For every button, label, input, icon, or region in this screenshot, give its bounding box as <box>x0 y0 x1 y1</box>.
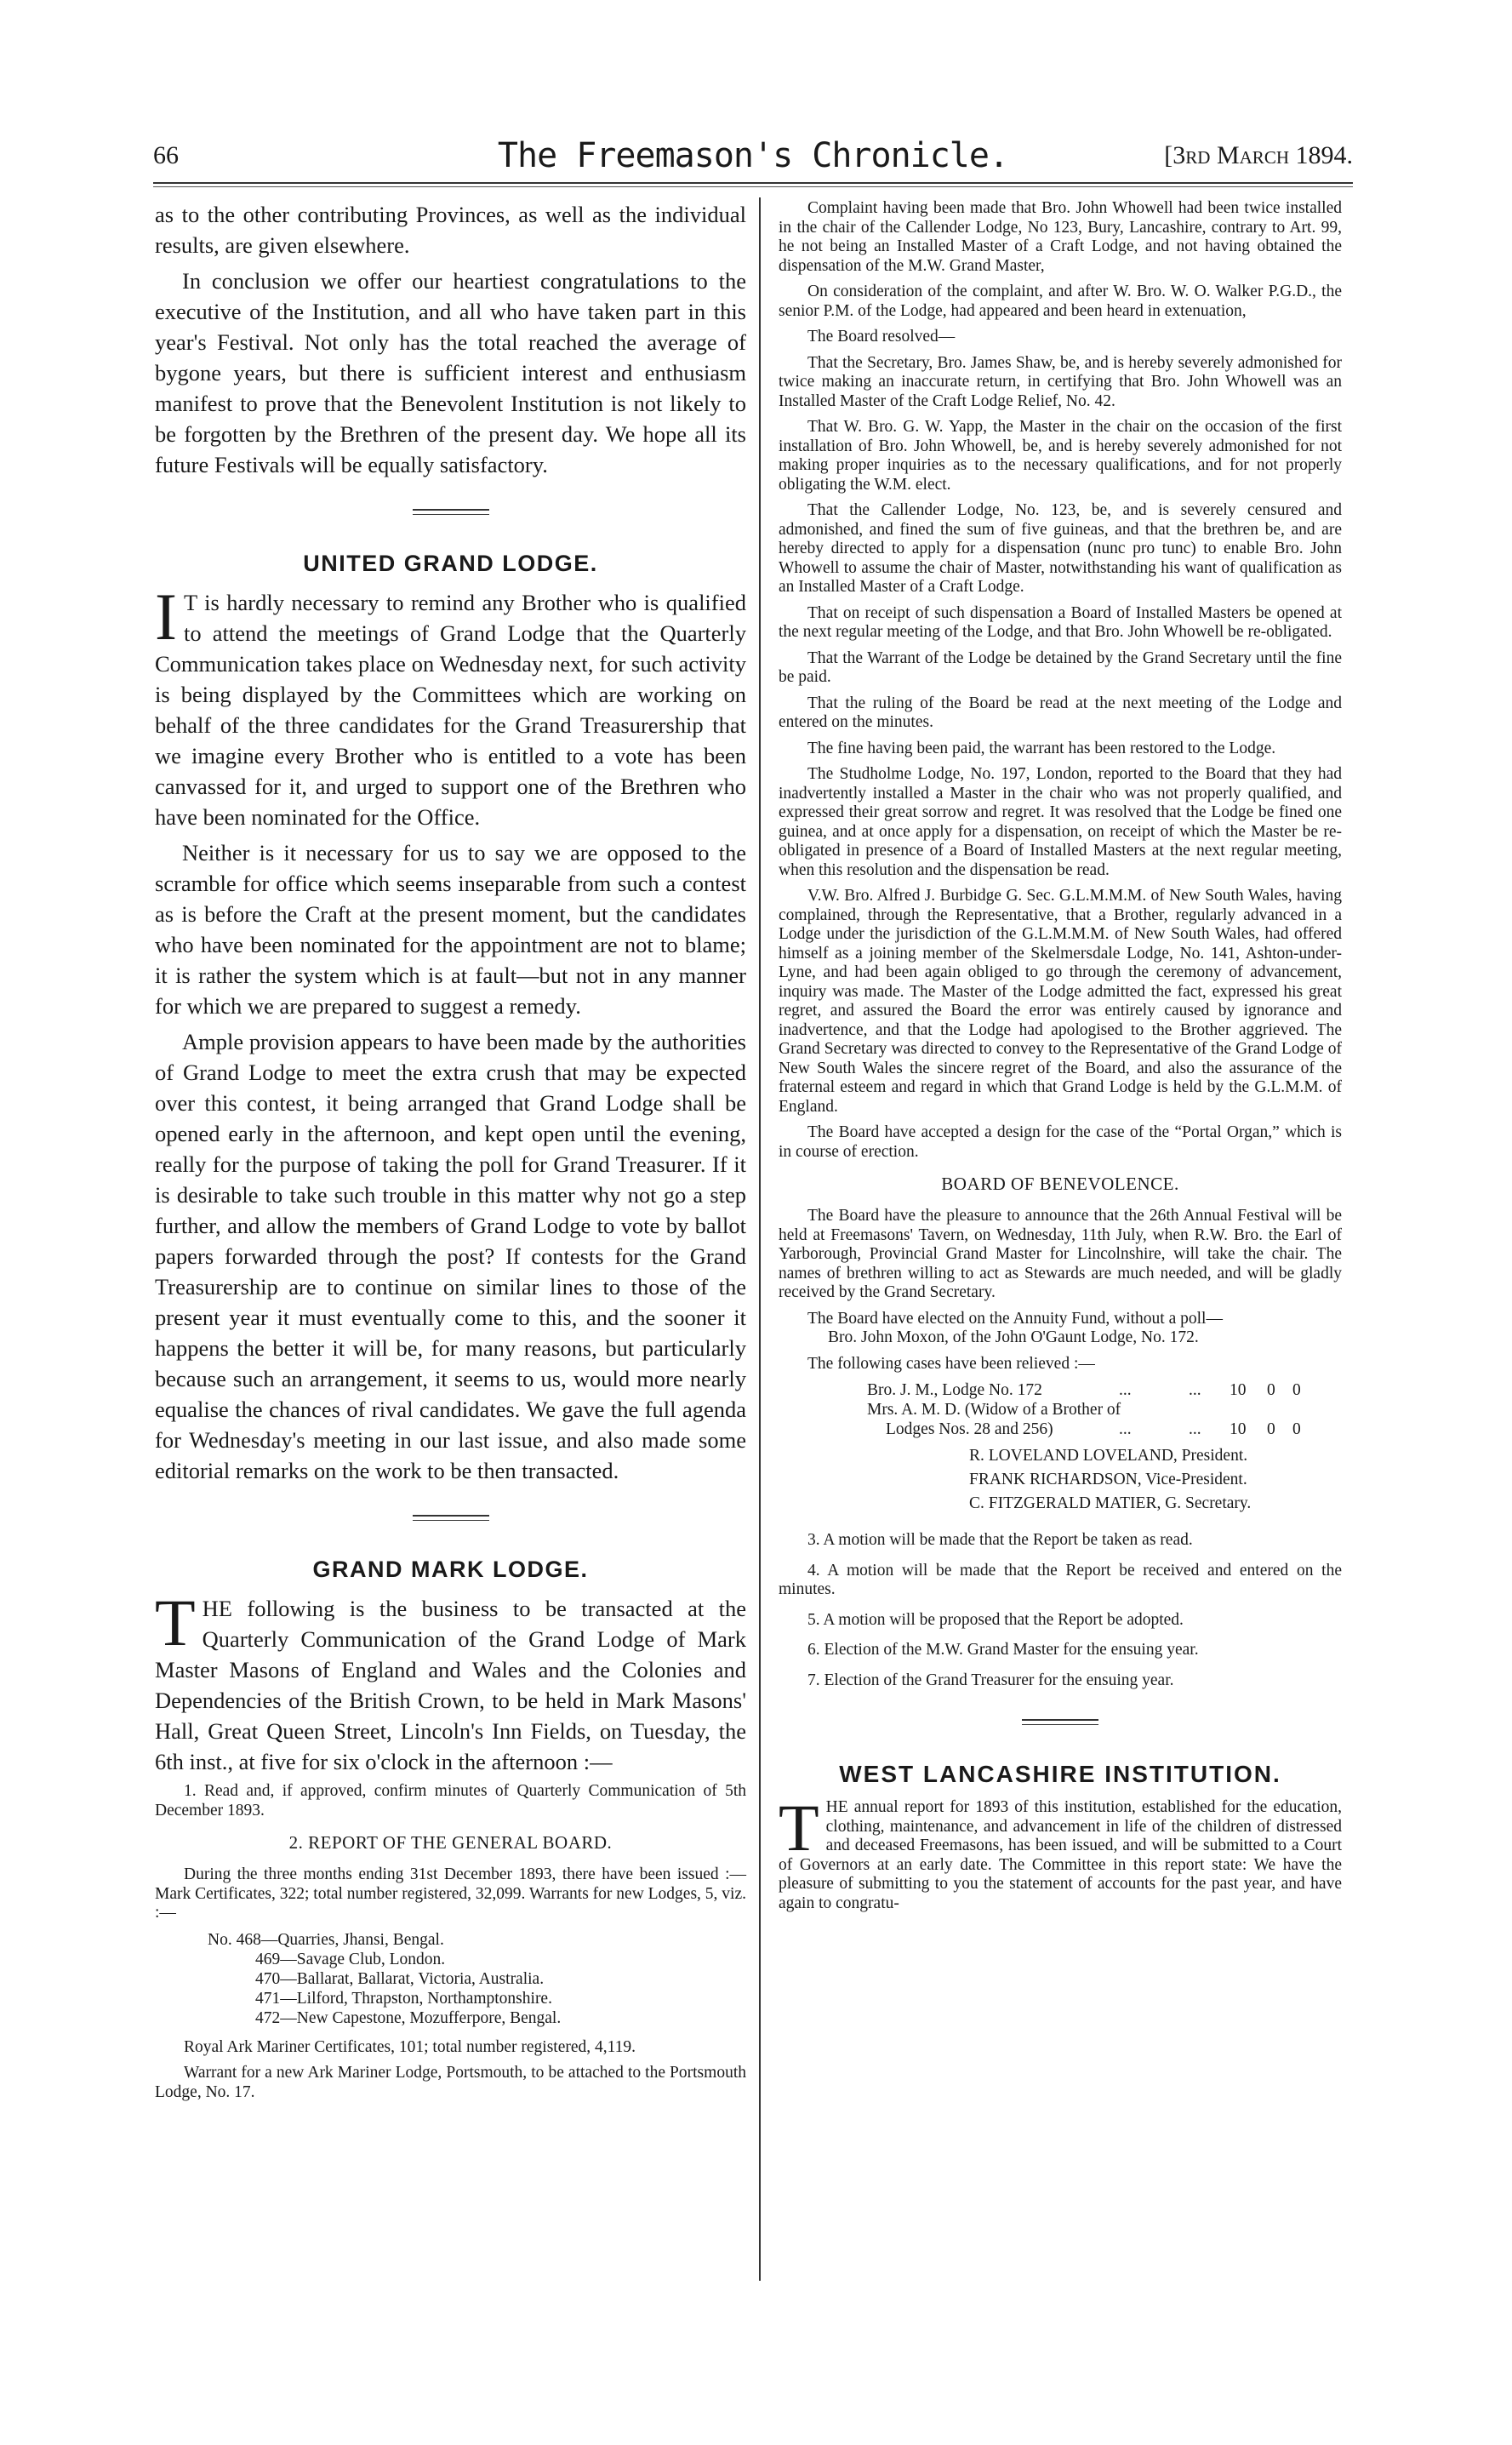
section-heading-west-lancashire: WEST LANCASHIRE INSTITUTION. <box>839 1761 1281 1787</box>
warrant-item: 471—Lilford, Thrapston, Northamptonshire. <box>255 1989 552 2008</box>
annuity-paragraph: The Board have elected on the Annuity Fund, without a poll— <box>807 1309 1223 1328</box>
article-paragraph <box>155 1585 746 1777</box>
leader-dots: ... <box>1189 1420 1201 1438</box>
section-separator <box>413 509 489 515</box>
section-separator <box>413 1515 489 1521</box>
report-paragraph: That the Callender Lodge, No. 123, be, and is severely censured and admonished, and fined the sum of five guineas, and that the brethren be, and are hereby directed to apply for a dispensation (nunc pro tunc) to enable Bro. John Whowell to assume the chair of Master, notwithstanding his want of qualification as an Installed Master of a Craft Lodge. <box>779 501 1342 596</box>
column-divider <box>759 197 761 2281</box>
report-paragraph: That the ruling of the Board be read at the next meeting of the Lodge and entered on the minutes. <box>779 694 1342 731</box>
report-paragraph: Complaint having been made that Bro. John Whowell had been twice installed in the chair of the Callender Lodge, No 123, Bury, Lancashire, contrary to Art. 99, he not being an Installed Master of a Craft Lodge, and not having obtained the dispensation of the M.W. Grand Master, <box>779 199 1342 275</box>
signatory: R. LOVELAND LOVELAND, President. <box>969 1447 1248 1465</box>
amount-pence: 0 <box>1292 1420 1301 1438</box>
drop-cap: T <box>779 1791 819 1865</box>
warrant-item: 469—Savage Club, London. <box>255 1950 446 1968</box>
benevolence-paragraph: The Board have the pleasure to announce that the 26th Annual Festival will be held at Freemasons' Tavern, on Wednesday, 11th July, when R.W. Bro. the Earl of Yarborough, Provincial Grand Master for Lincolnshire, will take the chair. The names of brethren willing to act as Stewards are much needed, and will be gladly received by the Grand Secretary. <box>779 1207 1342 1301</box>
leader-dots: ... <box>1119 1420 1132 1438</box>
agenda-motion: 5. A motion will be proposed that the Report be adopted. <box>807 1610 1184 1629</box>
signatory: FRANK RICHARDSON, Vice-President. <box>969 1471 1247 1488</box>
section-heading-grand-mark-lodge: GRAND MARK LODGE. <box>312 1557 589 1582</box>
report-paragraph: That the Secretary, Bro. James Shaw, be, and is hereby severely admonished for twice making an inaccurate return, in certifying that Bro. John Whowell was an Installed Master of the Craft Lodge Relief, No. 42. <box>779 353 1342 410</box>
report-paragraph: That on receipt of such dispensation a Board of Installed Masters be opened at the next regular meeting of the Lodge, and that Bro. John Whowell be re-obligated. <box>779 603 1342 641</box>
report-paragraph: The Studholme Lodge, No. 197, London, reported to the Board that they had inadvertently installed a Master in the chair who was not properly qualified, and expressed their great sorrow and regret. It was resolved that the Lodge be fined one guinea, and at once apply for a dispensation, on receipt of which the Master be re-obligated in presence of a Board of Installed Masters at the next regular meeting, when this resolution and the dispensation be read. <box>779 765 1342 879</box>
royal-ark-paragraph: Royal Ark Mariner Certificates, 101; total number registered, 4,119. <box>184 2037 636 2056</box>
masthead <box>153 136 1353 179</box>
article-paragraph <box>155 580 746 832</box>
date-year: 1894. <box>1295 141 1353 169</box>
publication-title: The Freemason's Chronicle. <box>497 136 1009 175</box>
relief-case-cont <box>779 1420 1342 1439</box>
article-paragraph: Neither is it necessary for us to say we are opposed to the scramble for office which seems inseparable from such a contest as is before the Craft at the present moment, but the candidates who have been nominated for the appointment are not to blame; it is rather the system which is at fault—but not in any manner for which we are prepared to suggest a remedy. <box>155 840 746 1019</box>
agenda-motion: 7. Election of the Grand Treasurer for the ensuing year. <box>807 1671 1174 1689</box>
masthead-rule <box>153 182 1353 184</box>
report-paragraph: That W. Bro. G. W. Yapp, the Master in the chair on the occasion of the first installation of Bro. John Whowell, be, and is hereby severely admonished for not making proper inquiries as to the necessary qualifications, and for not properly obligating the W.M. elect. <box>779 418 1342 494</box>
amount-pounds: 10 <box>1230 1381 1247 1399</box>
agenda-item-1: 1. Read and, if approved, confirm minutes of Quarterly Communication of 5th December 1893. <box>155 1782 746 1819</box>
first-paragraph-text: HE following is the business to be transacted at the Quarterly Communication of the Grand Lodge of Mark Master Masons of England and Wales and the Colonies and Dependencies of the British Crown, to be held in Mark Masons' Hall, Great Queen Street, Lincoln's Inn Fields, on Tuesday, the 6th inst., at five for six o'clock in the afternoon :— <box>155 1596 746 1774</box>
warrant-item: 472—New Capestone, Mozufferpore, Bengal. <box>255 2008 562 2027</box>
drop-cap: I <box>155 580 177 654</box>
case-name: Bro. J. M., Lodge No. 172 <box>867 1381 1042 1399</box>
intro-paragraph: as to the other contributing Provinces, as well as the individual results, are given elsewhere. <box>155 202 746 258</box>
agenda-motion: 3. A motion will be made that the Report be taken as read. <box>807 1531 1193 1549</box>
amount-pence: 0 <box>1292 1381 1301 1399</box>
article-paragraph <box>779 1791 1342 1913</box>
report-paragraph: That the Warrant of the Lodge be detained by the Grand Secretary until the fine be paid. <box>779 648 1342 686</box>
left-column <box>155 199 746 2109</box>
leader-dots: ... <box>1119 1381 1132 1399</box>
report-paragraph: The Board have accepted a design for the case of the “Portal Organ,” which is in course of erection. <box>779 1123 1342 1161</box>
date-month: March <box>1216 141 1289 169</box>
warrant-list <box>155 1930 746 2028</box>
article-paragraph: Ample provision appears to have been made by the authorities of Grand Lodge to meet the extra crush that may be expected over this contest, it being arranged that Grand Lodge shall be opened early in the afternoon, and kept open until the evening, really for the purpose of taking the poll for Grand Treasurer. If it is desirable to take such trouble in this matter why not go a step further, and allow the members of Grand Lodge to vote by ballot papers forwarded through the post? If contests for the Grand Treasurership are to continue on similar lines to those of the present year it must eventually come to this, and the sooner it happens the better it will be, for many reasons, but particularly because such an arrangement, it seems to us, would more nearly equalise the chances of rival candidates. We gave the full agenda for Wednesday's meeting in our last issue, and also made some editorial remarks on the work to be then transacted. <box>155 1029 746 1483</box>
masthead-rule-thin <box>153 186 1353 187</box>
report-intro: During the three months ending 31st December 1893, there have been issued :—Mark Certificates, 322; total number registered, 32,099. Warrants for new Lodges, 5, viz. :— <box>155 1865 747 1922</box>
relief-case <box>779 1380 1342 1400</box>
report-paragraph: On consideration of the complaint, and after W. Bro. W. O. Walker P.G.D., the senior P.M. of the Lodge, had appeared and been heard in extenuation, <box>779 283 1342 320</box>
amount-shillings: 0 <box>1267 1381 1275 1399</box>
first-paragraph-text: HE annual report for 1893 of this institution, established for the education, clothing, maintenance, and advancement in life of the children of distressed and deceased Freemasons, has been issued, and will be submitted to a Court of Governors at an early date. The Committee in this report state: We have the pleasure of submitting to you the statement of accounts for the past year, and have again to congratu- <box>779 1798 1342 1912</box>
section-separator <box>1022 1719 1098 1725</box>
report-paragraph: V.W. Bro. Alfred J. Burbidge G. Sec. G.L.M.M.M. of New South Wales, having complained, through the Representative, that a Brother, regularly advanced in a Lodge under the jurisdiction of the G.L.M.M.M. of New South Wales, had offered himself as a joining member of the Skelmersdale Lodge, No. 141, Ashton-under-Lyne, and had been again obliged to go through the ceremony of advancement, inquiry was made. The Master of the Lodge admitted the fact, expressed his great regret, and assured the Board the error was entirely caused by ignorance and inadvertence, and that the Lodge had apologised to the Brother aggrieved. The Grand Secretary was directed to convey to the Representative of the Grand Lodge of New South Wales the sincere regret of the Board, and also the assurance of the fraternal esteem and regard in which that Grand Lodge is held by the G.L.M.M. of England. <box>779 887 1342 1116</box>
ark-warrant-paragraph: Warrant for a new Ark Mariner Lodge, Portsmouth, to be attached to the Portsmouth Lodge, No. 17. <box>155 2064 746 2101</box>
relief-case <box>779 1400 1342 1420</box>
date-bracket: [ <box>1164 141 1173 169</box>
page-number: 66 <box>153 141 179 169</box>
report-heading: 2. REPORT OF THE GENERAL BOARD. <box>288 1832 613 1853</box>
relieved-intro: The following cases have been relieved :— <box>807 1354 1095 1373</box>
agenda-motion: 6. Election of the M.W. Grand Master for the ensuing year. <box>807 1641 1199 1659</box>
drop-cap: T <box>155 1585 196 1660</box>
amount-shillings: 0 <box>1267 1420 1275 1438</box>
signatory: C. FITZGERALD MATIER, G. Secretary. <box>969 1494 1252 1512</box>
amount-pounds: 10 <box>1230 1420 1247 1438</box>
case-name: Mrs. A. M. D. (Widow of a Brother of <box>867 1401 1121 1419</box>
warrant-item: No. 468—Quarries, Jhansi, Bengal. <box>208 1930 444 1949</box>
benevolence-heading: BOARD OF BENEVOLENCE. <box>941 1174 1179 1194</box>
leader-dots: ... <box>1189 1381 1201 1399</box>
intro-paragraph: In conclusion we offer our heartiest congratulations to the executive of the Institution, and all who have taken part in this year's Festival. Not only has the total reached the average of bygone years, but there is sufficient interest and enthusiasm manifest to prove that the Benevolent Institution is not likely to be forgotten by the Brethren of the present day. We hope all its future Festivals will be equally satisfactory. <box>155 268 746 477</box>
section-heading-united-grand-lodge: UNITED GRAND LODGE. <box>303 551 598 576</box>
warrant-item: 470—Ballarat, Ballarat, Victoria, Australia. <box>255 1969 545 1988</box>
report-paragraph: The Board resolved— <box>807 328 956 346</box>
annuity-name: Bro. John Moxon, of the John O'Gaunt Lodge, No. 172. <box>828 1328 1199 1346</box>
agenda-motion: 4. A motion will be made that the Report be received and entered on the minutes. <box>779 1561 1342 1598</box>
case-name-continued: Lodges Nos. 28 and 256) <box>886 1420 1053 1438</box>
first-paragraph-text: T is hardly necessary to remind any Brother who is qualified to attend the meetings of Grand Lodge that the Quarterly Communication takes place on Wednesday next, for such activity is being displayed by the Committees which are working on behalf of the three candidates for the Grand Treasurership that we imagine every Brother who is entitled to a vote has been canvassed for it, and urged to support one of the Brethren who have been nominated for the Office. <box>155 590 746 830</box>
issue-date <box>1164 141 1353 170</box>
relief-cases <box>779 1380 1342 1439</box>
right-column <box>779 199 1342 1920</box>
date-day: 3rd <box>1173 141 1211 169</box>
report-paragraph: The fine having been paid, the warrant has been restored to the Lodge. <box>807 739 1276 757</box>
